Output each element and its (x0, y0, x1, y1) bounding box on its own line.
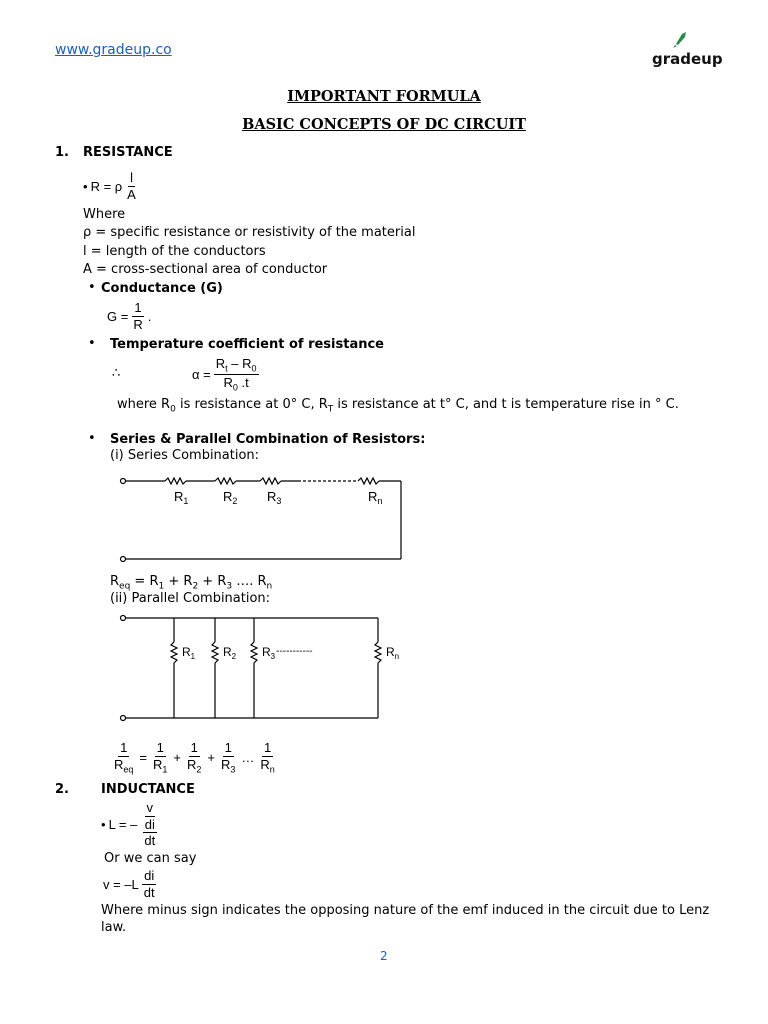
inductance-formula (101, 800, 159, 849)
fraction: $\frac{1}{R_1}$ (153, 740, 168, 775)
definition-rho: ρ = specific resistance or resistivity of the material (83, 225, 416, 240)
denominator: $R_0$ .t (223, 375, 249, 393)
section-2-number: 2. (55, 782, 69, 797)
bullet-icon: • (88, 336, 96, 351)
terminal-bottom (121, 716, 126, 721)
lenz-note-line-2: law. (101, 920, 127, 935)
parallel-circuit-diagram (110, 610, 410, 725)
temperature-where-text: where $R_0$ is resistance at 0° C, $R_T$ is resistance at t° C, and t is temperature rise in ° C. (117, 397, 679, 415)
resistor-r1 (165, 478, 186, 484)
operator: + (173, 749, 181, 765)
formula-lhs: R = ρ (90, 178, 123, 194)
resistor-rn (358, 478, 379, 484)
bullet-icon: • (88, 431, 96, 446)
formula-tail: . (147, 308, 152, 324)
combination-heading: Series & Parallel Combination of Resistors: (110, 432, 426, 447)
formula-lhs: α = (192, 367, 211, 383)
conductance-formula (107, 300, 151, 332)
series-equivalent-formula: $R_{eq} = R_1 + R_2 + R_3$ …. $R_n$ (110, 574, 273, 592)
temperature-coefficient-heading: Temperature coefficient of resistance (110, 337, 384, 352)
where-label: Where (83, 207, 126, 222)
bullet-icon: • (83, 178, 88, 194)
resistor-r2 (212, 642, 218, 663)
resistance-formula (83, 170, 138, 202)
definition-area: A = cross-sectional area of conductor (83, 262, 328, 277)
parallel-label-r3: $R_3$ (262, 645, 276, 661)
temperature-coefficient-formula (192, 356, 259, 394)
formula-lhs: v = –L (103, 876, 139, 892)
fraction (214, 356, 259, 394)
fraction (140, 800, 159, 849)
section-2-title: INDUCTANCE (101, 782, 195, 797)
definition-length: l = length of the conductors (83, 244, 266, 259)
denominator: $\frac{di}{dt}$ (144, 816, 156, 849)
series-circuit-diagram (110, 470, 410, 570)
fraction (142, 868, 157, 900)
operator: + (207, 749, 215, 765)
parallel-label-rn: $R_n$ (386, 645, 400, 661)
therefore-symbol: ∴ (112, 366, 121, 381)
numerator: $R_t - R_0$ (215, 356, 257, 374)
fraction: $\frac{1}{R_{eq}}$ (114, 740, 134, 775)
gradeup-logo (652, 30, 723, 70)
website-link[interactable]: www.gradeup.co (55, 42, 172, 58)
terminal-bottom (121, 557, 126, 562)
series-label-r3: $R_3$ (267, 489, 282, 506)
rocket-icon (670, 30, 690, 50)
parallel-label-r1: $R_1$ (182, 645, 196, 661)
denominator: A (127, 186, 136, 202)
series-label: (i) Series Combination: (110, 448, 260, 463)
numerator: di (144, 868, 155, 883)
formula-lhs: G = (107, 308, 129, 324)
terminal-top (121, 479, 126, 484)
series-label-r1: $R_1$ (174, 489, 189, 506)
resistor-r1 (171, 642, 177, 663)
operator: = (139, 749, 147, 765)
operator: … (241, 749, 255, 765)
main-title: IMPORTANT FORMULA (287, 88, 481, 105)
section-1-number: 1. (55, 145, 69, 160)
fraction: $\frac{1}{R_2}$ (187, 740, 202, 775)
fraction (125, 170, 138, 202)
bullet-icon: • (101, 816, 106, 832)
sub-title: BASIC CONCEPTS OF DC CIRCUIT (242, 116, 526, 133)
numerator: l (130, 170, 133, 185)
conductance-heading: Conductance (G) (101, 281, 223, 296)
section-1-title: RESISTANCE (83, 145, 173, 160)
series-label-rn: $R_n$ (368, 489, 383, 506)
terminal-top (121, 616, 126, 621)
formula-lhs: L = – (108, 816, 138, 832)
fraction: $\frac{1}{R_n}$ (260, 740, 275, 775)
resistor-r2 (215, 478, 236, 484)
resistor-rn (375, 642, 381, 663)
page-number: 2 (380, 949, 388, 963)
parallel-equivalent-formula (112, 740, 277, 775)
resistor-r3 (260, 478, 281, 484)
series-label-r2: $R_2$ (223, 489, 238, 506)
lenz-note-line-1: Where minus sign indicates the opposing nature of the emf induced in the circuit due to Lenz (101, 903, 710, 918)
parallel-dashes: ----------- (276, 646, 313, 657)
or-we-can-say: Or we can say (104, 851, 197, 866)
numerator: v (146, 800, 154, 815)
denominator: dt (143, 884, 155, 900)
resistor-r3 (251, 642, 257, 663)
denominator: R (133, 316, 143, 332)
fraction (131, 300, 144, 332)
bullet-icon: • (88, 280, 96, 295)
parallel-label-r2: $R_2$ (223, 645, 237, 661)
numerator: 1 (134, 300, 142, 315)
logo-text: gradeup (652, 50, 723, 68)
voltage-formula (103, 868, 157, 900)
fraction: $\frac{1}{R_3}$ (221, 740, 236, 775)
parallel-label: (ii) Parallel Combination: (110, 591, 271, 606)
